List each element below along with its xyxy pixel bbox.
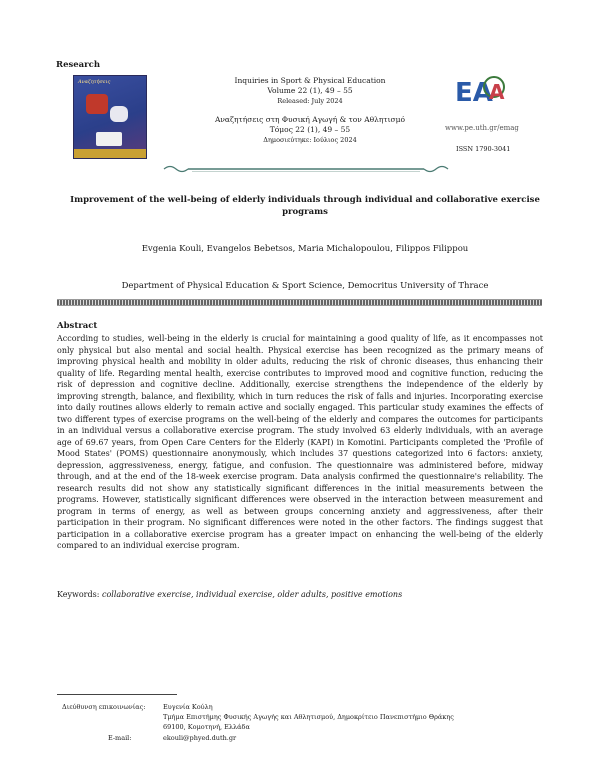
email-label: E-mail: <box>108 734 132 742</box>
email-link[interactable]: ekouli@phyed.duth.gr <box>163 734 237 742</box>
cover-building-icon <box>96 132 122 146</box>
cover-footer-band <box>74 149 146 158</box>
volume-en: Volume 22 (1), 49 – 55 <box>267 86 353 95</box>
affiliation: Department of Physical Education & Sport Science, Democritus University of Thrace <box>121 281 489 291</box>
journal-logo: EA A <box>455 78 505 108</box>
volume-gr: Τόμος 22 (1), 49 – 55 <box>269 125 351 134</box>
cover-title: Αναζητήσεις <box>78 79 111 85</box>
contact-name: Ευγενία Κούλη <box>163 703 213 711</box>
journal-info-en <box>190 76 430 106</box>
keywords-list: collaborative exercise, individual exercise, older adults, positive emotions <box>101 590 403 599</box>
contact-address <box>163 702 454 732</box>
abstract-text: According to studies, well-being in the elderly is crucial for maintaining a good quality of life, as it encompasses not only physical but also mental and social health. Physical exercise has been recognized as the primary means of improving physical health and mobility in older adults, reducing the risk of chronic diseases, thus enhancing their quality of life. Regarding mental health, exercise contributes to improved mood and cognitive function, reducing the risk of depression and cognitive decline. Additionally, exercise strengthens the independence of the elderly by improving strength, balance, and flexibility, which in turn reduces the risk of falls and injuries. Incorporating exercise into daily routines allows elderly to remain active and socially engaged. This particular study examines the effects of two different types of exercise programs on the well-being of the elderly and compares the outcomes for participants in an individual versus a collaborative exercise program. The study involved 63 elderly individuals, with an average age of 69.67 years, from Open Care Centers for the Elderly (KAPI) in Komotini. Participants completed the 'Profile of Mood States' (POMS) questionnaire anonymously, which includes 37 questions categorized into 6 factors: anxiety, depression, aggressiveness, energy, fatigue, and confusion. The questionnaire was administered before, midway through, and at the end of the 18-week exercise program. Data analysis confirmed the questionnaire's reliability. The research results did not show any statistically significant differences in the initial measurements between the programs. However, statistically significant differences were observed in the interaction between measurement and program in terms of energy, as well as between groups concerning anxiety and aggressiveness, after their participation in their program. No significant differences were noted in the other factors. The findings suggest that participation in a collaborative exercise program has a greater impact on enhancing the well-being of the elderly compared to an individual exercise program. <box>57 334 543 550</box>
section-label: Research <box>56 60 101 70</box>
contact-city: 69100, Κομοτηνή, Ελλάδα <box>163 723 250 731</box>
abstract-heading: Abstract <box>57 321 98 331</box>
keywords-line <box>57 590 543 599</box>
cover-graphic-red <box>86 94 108 114</box>
contact-department: Τμήμα Επιστήμης Φυσικής Αγωγής και Αθλητισμού, Δημοκρίτειο Πανεπιστήμιο Θράκης <box>163 713 454 721</box>
article-title: Improvement of the well-being of elderly individuals through individual and collaborative exercise programs <box>70 195 540 217</box>
journal-name-gr: Αναζητήσεις στη Φυσική Αγωγή & τον Αθλητισμό <box>214 115 406 124</box>
section-divider <box>57 299 542 306</box>
keywords-label: Keywords: <box>57 590 100 599</box>
journal-name-en: Inquiries in Sport & Physical Education <box>234 76 386 85</box>
issn: ISSN 1790-3041 <box>456 145 511 153</box>
released-en: Released: July 2024 <box>277 97 343 105</box>
journal-info-gr <box>190 115 430 145</box>
released-gr: Δημοσιεύτηκε: Ιούλιος 2024 <box>263 136 357 144</box>
authors: Evgenia Kouli, Evangelos Bebetsos, Maria Michalopoulou, Filippos Filippou <box>141 244 469 254</box>
ornament-divider-icon <box>162 164 450 174</box>
cover-graphic-white <box>110 106 128 122</box>
contact-label: Διεύθυνση επικοινωνίας: <box>62 703 146 711</box>
footnote-rule <box>57 694 177 695</box>
journal-cover-image <box>73 75 147 159</box>
journal-url-link[interactable]: www.pe.uth.gr/emag <box>445 124 519 132</box>
